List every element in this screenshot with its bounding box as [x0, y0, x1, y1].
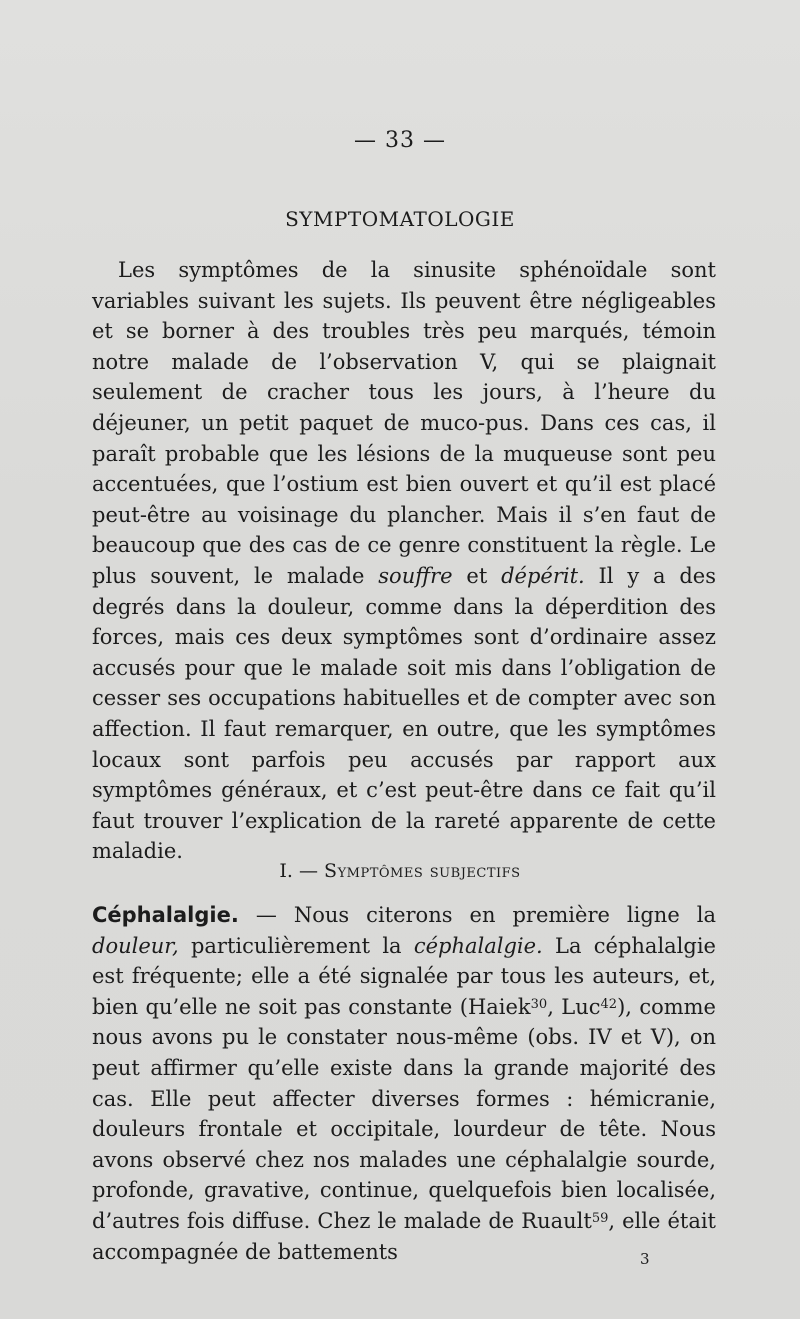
reference-number: 42	[600, 996, 618, 1012]
italic-word: souffre	[378, 563, 453, 588]
paragraph-text: — Nous citerons en première ligne la	[238, 903, 716, 927]
paragraph-text: Les symptômes de la sinusite sphénoïdale sont variables suivant les sujets. Ils peuvent être négligeables et se borner à des troubles très peu marqués, témoin notre malade de l’observation V, qui se plaignait seulement de cracher tous les jours, à l’heure du déjeuner, un petit paquet de muco-pus. Dans ces cas, il paraît probable que les lésions de la muqueuse sont peu accentuées, que l’ostium est bien ouvert et qu’il est placé peut-être au voisinage du plancher. Mais il s’en faut de beaucoup que des cas de ce genre constituent la règle. Le plus souvent, le malade	[92, 258, 716, 588]
italic-word: douleur,	[92, 933, 179, 958]
reference-number: 59	[591, 1210, 609, 1226]
subsection-title	[0, 860, 800, 882]
paragraph-intro	[92, 255, 716, 867]
subsection-number: I. —	[279, 860, 325, 882]
paragraph-text: Il y a des degrés dans la douleur, comme dans la déperdition des forces, mais ces deux symptômes sont d’ordinaire assez accusés pour que le malade soit mis dans l’obligation de cesser ses occupations habituelles et de compter avec son affection. Il faut remarquer, en outre, que les symptômes locaux sont parfois peu accusés par rapport aux symptômes généraux, et c’est peut-être dans ce fait qu’il faut trouver l’explication de la rareté apparente de cette maladie.	[92, 563, 716, 864]
section-title: SYMPTOMATOLOGIE	[285, 207, 515, 231]
italic-word: dépérit.	[501, 563, 585, 588]
paragraph-text: , elle était accompagnée de battements	[92, 1208, 716, 1264]
paragraph-text: La céphalalgie est fréquente; elle a été signalée par tous les auteurs, et, bien qu’elle ne soit pas constante (Haiek	[92, 933, 716, 1019]
page-number: — 33 —	[354, 128, 446, 153]
run-in-heading: Céphalalgie.	[92, 903, 239, 927]
italic-word: céphalalgie.	[413, 933, 543, 958]
paragraph-text: et	[452, 563, 502, 588]
reference-number: 30	[530, 996, 548, 1012]
paragraph-text: ), comme nous avons pu le constater nous-même (obs. IV et V), on peut affirmer qu’elle existe dans la grande majorité des cas. Elle peut affecter diverses formes : hémicranie, douleurs frontale et occipitale, lourdeur de tête. Nous avons observé chez nos malades une céphalalgie sourde, profonde, gravative, continue, quelquefois bien localisée, d’autres fois diffuse. Chez le malade de Ruault	[92, 994, 716, 1233]
subsection-label: Symptômes subjectifs	[324, 860, 521, 882]
paragraph-text: , Luc	[547, 994, 601, 1019]
paragraph-cephalalgie	[92, 900, 716, 1267]
signature-mark: 3	[640, 1250, 650, 1268]
paragraph-text: particulièrement la	[178, 933, 414, 958]
